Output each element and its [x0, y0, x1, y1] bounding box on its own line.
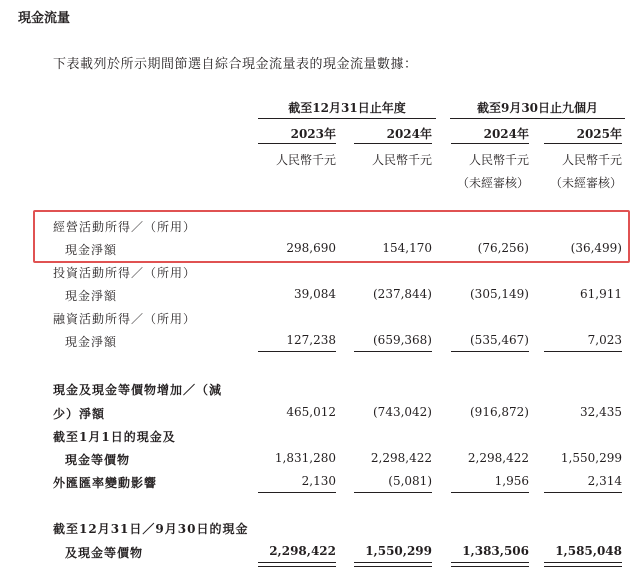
closing-double-rule-4 — [544, 562, 622, 567]
fx-effect-value-3: 1,956 — [494, 474, 529, 488]
financing-rule-3 — [451, 351, 529, 352]
financing-rule-4 — [544, 351, 622, 352]
year-col-1: 2023年 — [290, 127, 336, 141]
header-year-end: 截至12月31日止年度 — [288, 101, 406, 115]
year-col-3-rule — [451, 143, 529, 144]
unit-col-3: 人民幣千元 — [468, 153, 529, 167]
fx-rule-3 — [451, 492, 529, 493]
net-change-label-2: 少）淨額 — [53, 407, 106, 421]
investing-value-2: (237,844) — [373, 287, 432, 301]
operating-label: 經營活動所得／（所用） — [53, 220, 197, 234]
opening-cash-value-4: 1,550,299 — [560, 451, 622, 465]
section-heading: 現金流量 — [18, 11, 71, 26]
closing-cash-value-1: 2,298,422 — [269, 544, 336, 558]
fx-rule-2 — [354, 492, 432, 493]
financing-value-1: 127,238 — [286, 333, 336, 347]
intro-text: 下表載列於所示期間節選自綜合現金流量表的現金流量數據： — [53, 57, 418, 72]
investing-value-1: 39,084 — [294, 287, 336, 301]
unit-col-4: 人民幣千元 — [561, 153, 622, 167]
header-year-end-rule — [258, 118, 436, 119]
operating-value-4: (36,499) — [570, 241, 622, 255]
investing-label: 投資活動所得／（所用） — [53, 266, 197, 280]
fx-rule-1 — [258, 492, 336, 493]
fx-effect-label: 外匯匯率變動影響 — [53, 476, 158, 490]
header-nine-months-rule — [450, 118, 625, 119]
year-col-2-rule — [354, 143, 432, 144]
net-change-value-2: (743,042) — [373, 405, 432, 419]
closing-cash-value-3: 1,383,506 — [462, 544, 529, 558]
investing-label-2: 現金淨額 — [65, 289, 118, 303]
year-col-1-rule — [258, 143, 336, 144]
unit-col-1: 人民幣千元 — [275, 153, 336, 167]
financing-label: 融資活動所得／（所用） — [53, 312, 197, 326]
opening-cash-label-2: 現金等價物 — [65, 453, 131, 467]
fx-effect-value-2: (5,081) — [388, 474, 432, 488]
opening-cash-value-1: 1,831,280 — [274, 451, 336, 465]
financing-rule-1 — [258, 351, 336, 352]
closing-double-rule-2 — [354, 562, 432, 567]
net-change-value-4: 32,435 — [580, 405, 622, 419]
closing-cash-label: 截至12月31日／9月30日的現金 — [53, 522, 249, 536]
investing-value-4: 61,911 — [580, 287, 622, 301]
financing-value-2: (659,368) — [373, 333, 432, 347]
year-col-4: 2025年 — [576, 127, 622, 141]
financing-value-4: 7,023 — [587, 333, 622, 347]
unaudited-col-3: （未經審核） — [456, 176, 529, 190]
fx-rule-4 — [544, 492, 622, 493]
opening-cash-value-2: 2,298,422 — [370, 451, 432, 465]
closing-double-rule-1 — [258, 562, 336, 567]
unaudited-col-4: （未經審核） — [549, 176, 622, 190]
net-change-label: 現金及現金等價物增加／（減 — [53, 383, 223, 397]
financing-value-3: (535,467) — [470, 333, 529, 347]
header-nine-months: 截至9月30日止九個月 — [476, 101, 599, 115]
year-col-2: 2024年 — [386, 127, 432, 141]
operating-value-2: 154,170 — [382, 241, 432, 255]
year-col-3: 2024年 — [483, 127, 529, 141]
closing-double-rule-3 — [451, 562, 529, 567]
unit-col-2: 人民幣千元 — [371, 153, 432, 167]
opening-cash-label: 截至1月1日的現金及 — [53, 430, 176, 444]
fx-effect-value-1: 2,130 — [301, 474, 336, 488]
operating-value-3: (76,256) — [477, 241, 529, 255]
financing-rule-2 — [354, 351, 432, 352]
investing-value-3: (305,149) — [470, 287, 529, 301]
closing-cash-value-4: 1,585,048 — [555, 544, 622, 558]
opening-cash-value-3: 2,298,422 — [467, 451, 529, 465]
net-change-value-1: 465,012 — [286, 405, 336, 419]
closing-cash-label-2: 及現金等價物 — [65, 546, 144, 560]
closing-cash-value-2: 1,550,299 — [365, 544, 432, 558]
financing-label-2: 現金淨額 — [65, 335, 118, 349]
fx-effect-value-4: 2,314 — [587, 474, 622, 488]
operating-label-2: 現金淨額 — [65, 243, 118, 257]
operating-value-1: 298,690 — [286, 241, 336, 255]
year-col-4-rule — [544, 143, 622, 144]
net-change-value-3: (916,872) — [470, 405, 529, 419]
